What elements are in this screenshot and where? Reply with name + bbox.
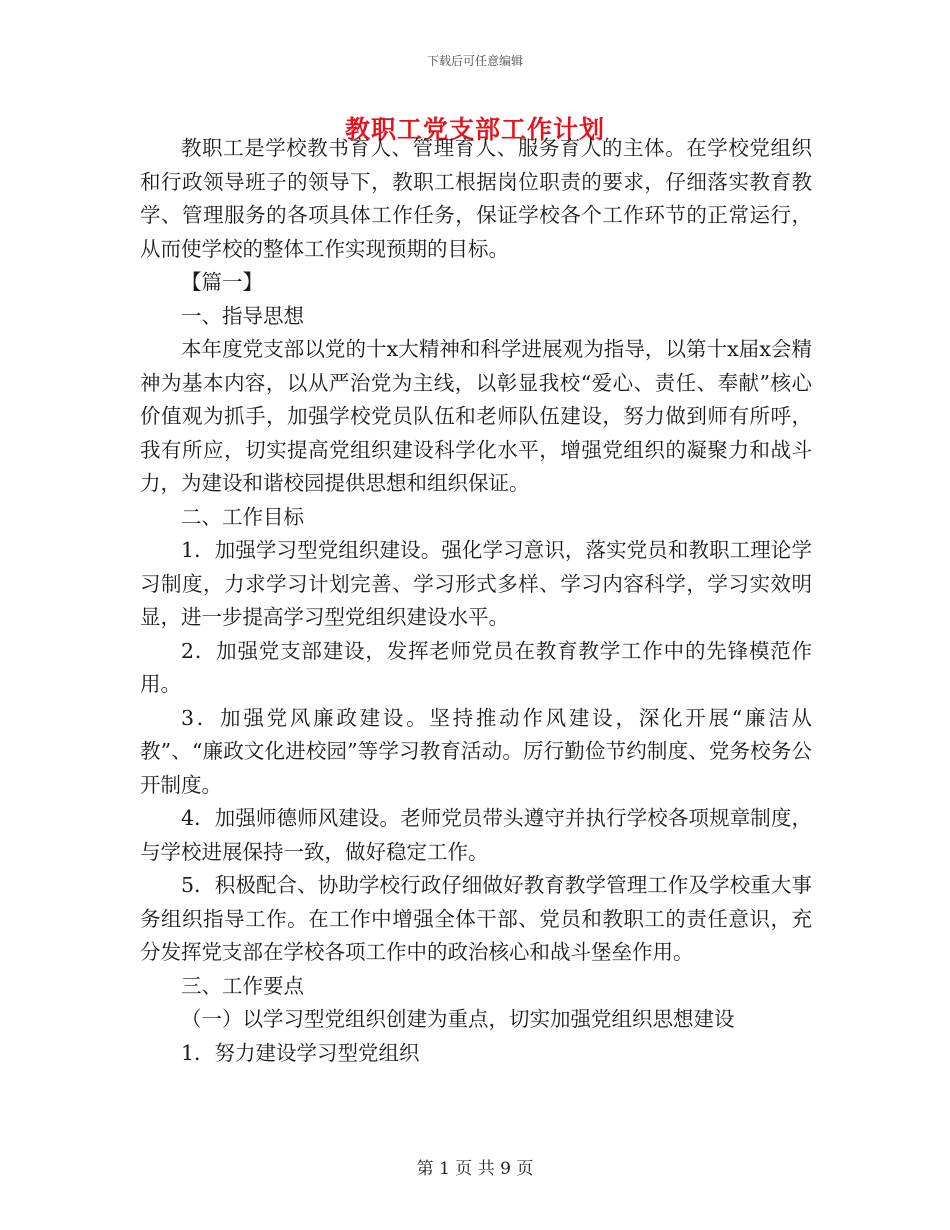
paragraph-guiding-ideology: 本年度党支部以党的十x大精神和科学进展观为指导，以第十x届x会精神为基本内容，以从严治党为主线，以彰显我校“爱心、责任、奉献”核心价值观为抓手，加强学校党员队伍和老师队伍建设，努力做到师有所呼，我有所应，切实提高党组织建设科学化水平，增强党组织的凝聚力和战斗力，为建设和谐校园提供思想和组织保证。 xyxy=(140,337,812,495)
paragraph-intro: 教职工是学校教书育人、管理育人、服务育人的主体。在学校党组织和行政领导班子的领导下，教职工根据岗位职责的要求，仔细落实教育教学、管理服务的各项具体工作任务，保证学校各个工作环节的正常运行，从而使学校的整体工作实现预期的目标。 xyxy=(140,136,812,261)
page-number-footer: 第 1 页 共 9 页 xyxy=(416,1159,534,1179)
document-title: 教职工党支部工作计划 xyxy=(344,115,605,144)
goal-item-3: 3．加强党风廉政建设。坚持推动作风建设，深化开展“廉洁从教”、“廉政文化进校园”等学习教育活动。厉行勤俭节约制度、党务校务公开制度。 xyxy=(140,705,812,797)
heading-guiding-ideology: 一、指导思想 xyxy=(181,303,304,328)
work-point-item-1: 1．努力建设学习型党组织 xyxy=(181,1040,420,1065)
heading-work-goals: 二、工作目标 xyxy=(181,504,304,529)
header-note: 下载后可任意编辑 xyxy=(426,54,523,68)
goal-item-5: 5．积极配合、协助学校行政仔细做好教育教学管理工作及学校重大事务组织指导工作。在工作中增强全体干部、党员和教职工的责任意识，充分发挥党支部在学校各项工作中的政治核心和战斗堡垒作用。 xyxy=(140,873,812,964)
goal-item-1: 1．加强学习型党组织建设。强化学习意识，落实党员和教职工理论学习制度，力求学习计划完善、学习形式多样、学习内容科学，学习实效明显，进一步提高学习型党组织建设水平。 xyxy=(140,538,812,629)
subheading-work-point-1: （一）以学习型党组织创建为重点，切实加强党组织思想建设 xyxy=(181,1007,735,1031)
goal-item-2: 2．加强党支部建设，发挥老师党员在教育教学工作中的先锋模范作用。 xyxy=(140,638,812,696)
heading-work-points: 三、工作要点 xyxy=(181,973,304,998)
goal-item-4: 4．加强师德师风建设。老师党员带头遵守并执行学校各项规章制度，与学校进展保持一致，做好稳定工作。 xyxy=(140,806,812,864)
document-body xyxy=(140,132,812,1070)
section-marker-part-one: 【篇一】 xyxy=(181,270,263,294)
